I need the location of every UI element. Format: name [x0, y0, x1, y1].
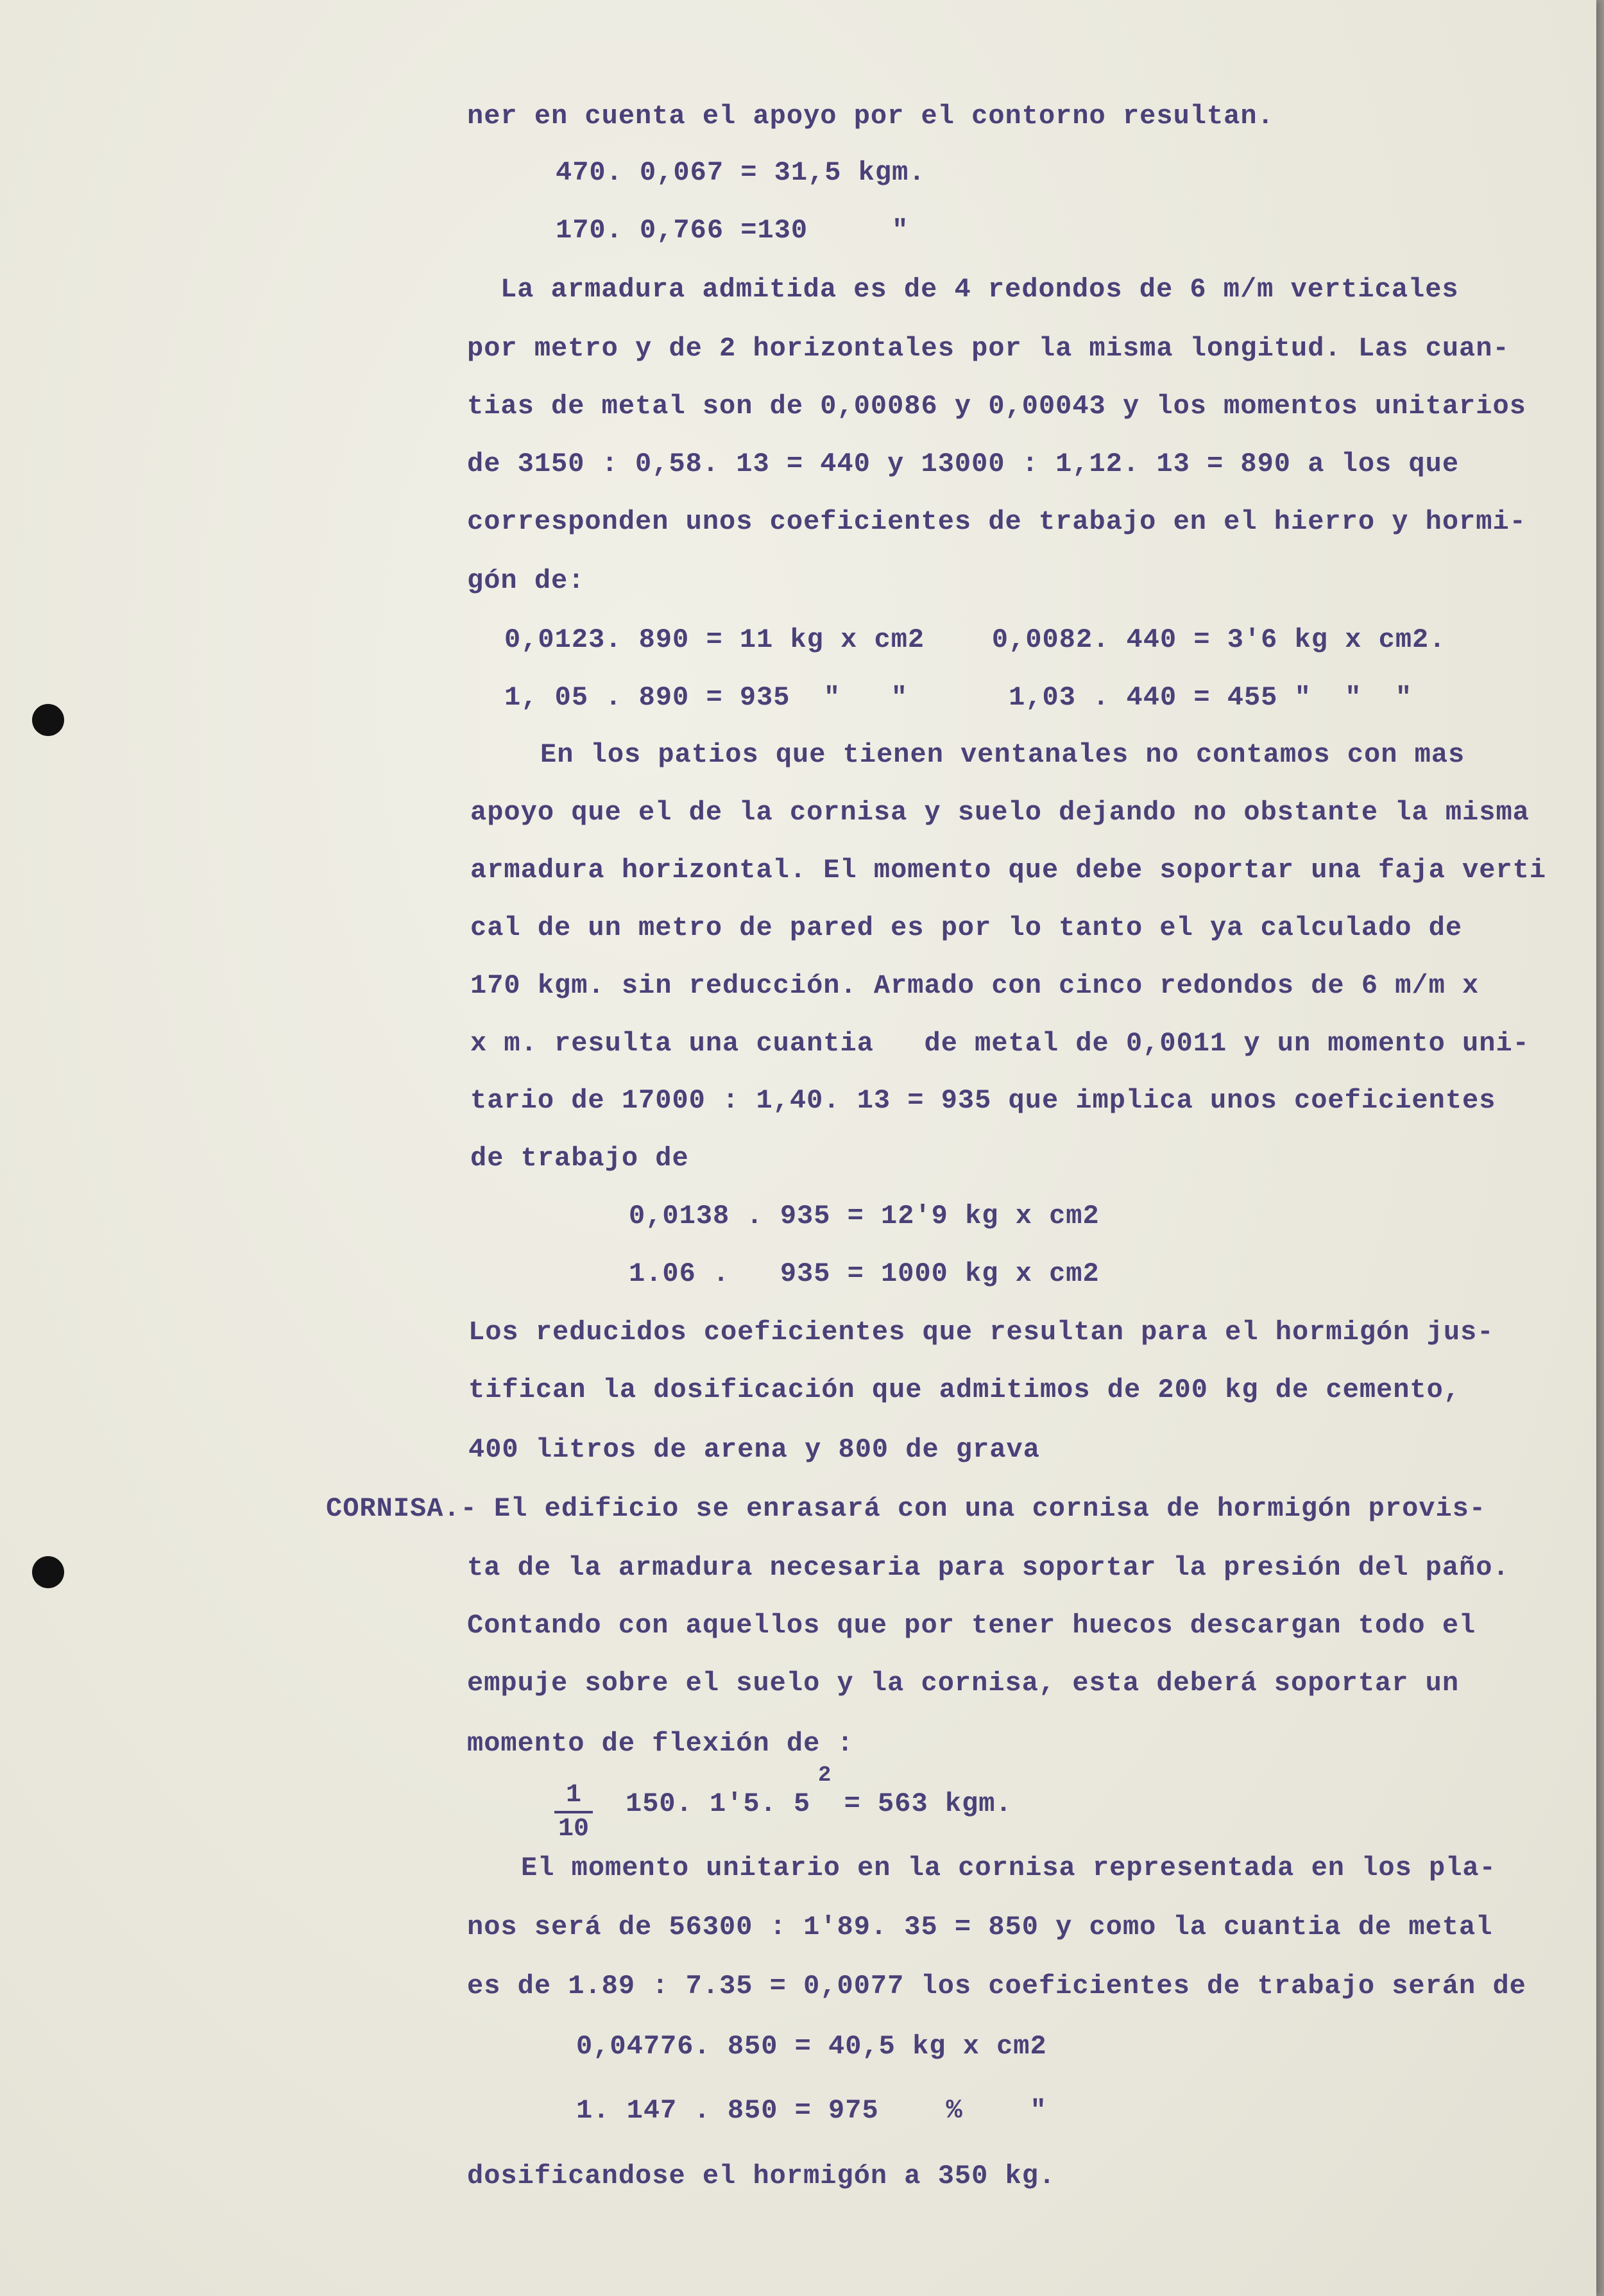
formula-line: 150. 1'5. 5 = 563 kgm.	[626, 1788, 1012, 1819]
section-heading-line: CORNISA.- El edificio se enrasará con una cornisa de hormigón provis-	[326, 1493, 1487, 1524]
text-line: 1.06 . 935 = 1000 kg x cm2	[629, 1258, 1100, 1289]
text-line: gón de:	[467, 565, 585, 596]
text-line: dosificandose el hormigón a 350 kg.	[467, 2161, 1056, 2191]
text-line: Contando con aquellos que por tener huecos descargan todo el	[467, 1610, 1476, 1641]
text-line: En los patios que tienen ventanales no contamos con mas	[540, 739, 1465, 770]
text-line: nos será de 56300 : 1'89. 35 = 850 y como la cuantia de metal	[467, 1912, 1493, 1942]
text-line: 470. 0,067 = 31,5 kgm.	[556, 157, 926, 188]
text-line: 170. 0,766 =130 "	[556, 215, 909, 246]
text-line: tario de 17000 : 1,40. 13 = 935 que implica unos coeficientes	[470, 1085, 1496, 1116]
text-line: ner en cuenta el apoyo por el contorno resultan.	[467, 101, 1274, 132]
fraction	[554, 1781, 593, 1844]
text-line: armadura horizontal. El momento que debe soportar una faja verti	[470, 855, 1547, 886]
fraction-numerator: 1	[554, 1781, 593, 1813]
text-line: ta de la armadura necesaria para soportar la presión del paño.	[467, 1552, 1510, 1583]
text-line: cal de un metro de pared es por lo tanto el ya calculado de	[470, 912, 1463, 943]
text-line: 400 litros de arena y 800 de grava	[468, 1434, 1040, 1465]
text-line: de 3150 : 0,58. 13 = 440 y 13000 : 1,12. 13 = 890 a los que	[467, 449, 1460, 479]
text-line: corresponden unos coeficientes de trabajo en el hierro y hormi-	[467, 506, 1526, 537]
text-line: 1, 05 . 890 = 935 " " 1,03 . 440 = 455 " " "	[504, 682, 1413, 713]
text-line: tias de metal son de 0,00086 y 0,00043 y los momentos unitarios	[467, 391, 1526, 422]
exponent: 2	[818, 1763, 832, 1788]
text-line: 0,0123. 890 = 11 kg x cm2 0,0082. 440 = 3'6 kg x cm2.	[504, 624, 1446, 655]
text-line: La armadura admitida es de 4 redondos de 6 m/m verticales	[500, 274, 1459, 305]
punch-hole-lower	[32, 1556, 64, 1588]
text-line: 0,0138 . 935 = 12'9 kg x cm2	[629, 1201, 1100, 1231]
punch-hole-upper	[32, 704, 64, 736]
text-line: Los reducidos coeficientes que resultan para el hormigón jus-	[468, 1317, 1494, 1348]
text-line: momento de flexión de :	[467, 1728, 854, 1759]
text-line: tifican la dosificación que admitimos de 200 kg de cemento,	[468, 1375, 1461, 1405]
text-line: El momento unitario en la cornisa representada en los pla-	[521, 1853, 1496, 1883]
text-line: apoyo que el de la cornisa y suelo dejando no obstante la misma	[470, 797, 1530, 828]
text-line: x m. resulta una cuantia de metal de 0,0011 y un momento uni-	[470, 1028, 1530, 1059]
text-line: por metro y de 2 horizontales por la misma longitud. Las cuan-	[467, 333, 1510, 364]
text-line: empuje sobre el suelo y la cornisa, esta deberá soportar un	[467, 1668, 1460, 1699]
text-line: 170 kgm. sin reducción. Armado con cinco redondos de 6 m/m x	[470, 970, 1480, 1001]
text-line: 1. 147 . 850 = 975 % "	[576, 2095, 1047, 2126]
text-line: es de 1.89 : 7.35 = 0,0077 los coeficientes de trabajo serán de	[467, 1971, 1526, 2001]
text-line: 0,04776. 850 = 40,5 kg x cm2	[576, 2031, 1047, 2062]
fraction-denominator: 10	[558, 1815, 589, 1844]
text-line: de trabajo de	[470, 1143, 689, 1174]
